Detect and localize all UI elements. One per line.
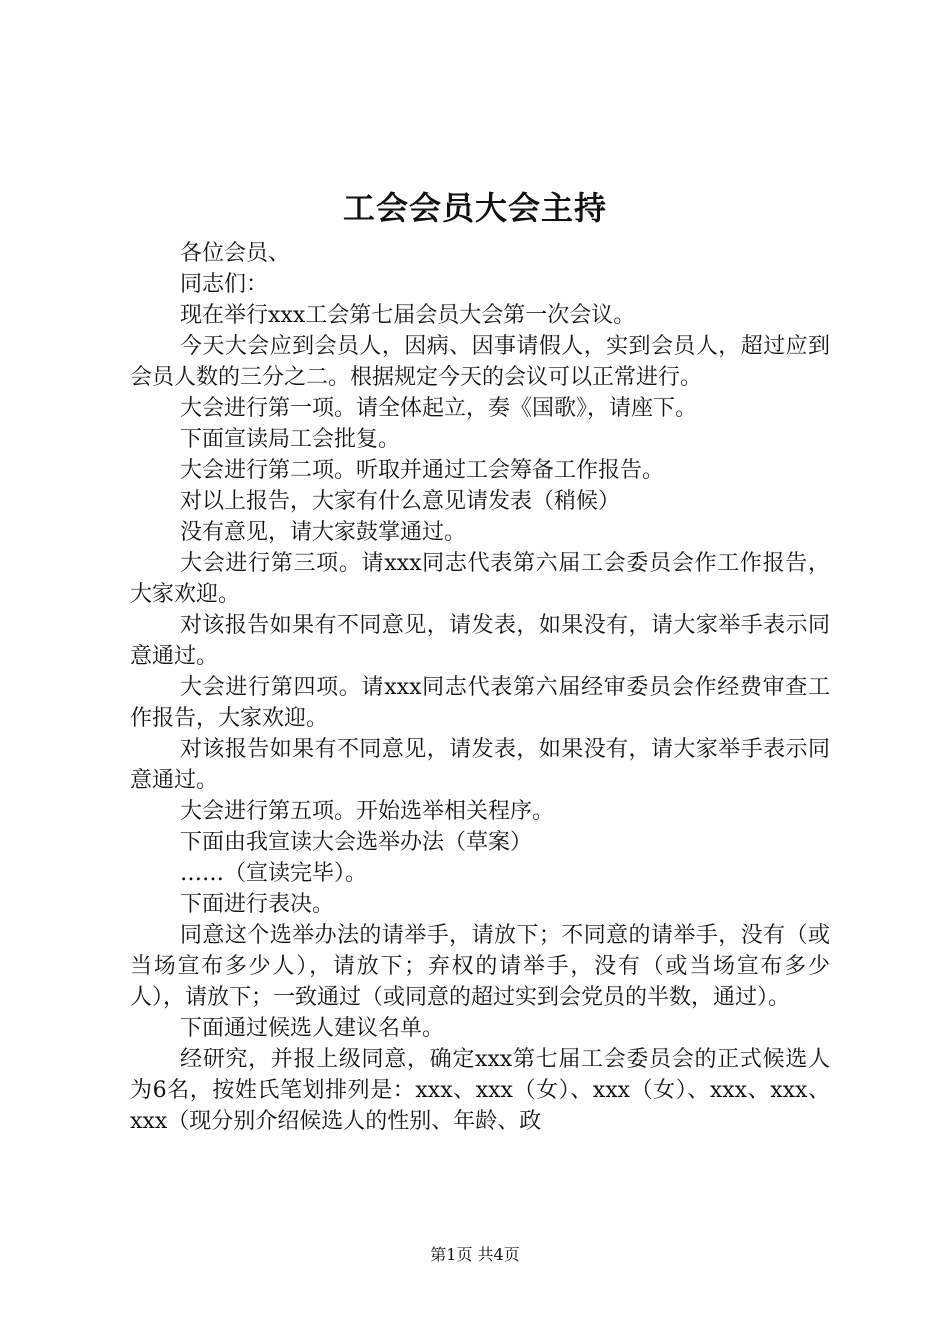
paragraph: 同志们： (180, 272, 269, 297)
paragraph: 下面通过候选人建议名单。 (180, 1016, 445, 1041)
paragraph: 各位会员、 (180, 241, 291, 266)
paragraph: ……（宣读完毕）。 (180, 861, 368, 886)
paragraph: 下面由我宣读大会选举办法（草案） (180, 830, 533, 855)
document-title: 工会会员大会主持 (342, 189, 607, 227)
paragraph: 大会进行第一项。请全体起立，奏《国歌》，请座下。 (180, 396, 698, 421)
paragraph: 同意这个选举办法的请举手，请放下；不同意的请举手，没有（或当场宣布多少人），请放下；弃权的请举手，没有（或当场宣布多少人），请放下；一致通过（或同意的超过实到会党员的半数，通过）。 (130, 923, 830, 1010)
paragraph: 大会进行第二项。听取并通过工会筹备工作报告。 (180, 458, 665, 483)
paragraph: 对该报告如果有不同意见，请发表，如果没有，请大家举手表示同意通过。 (130, 737, 830, 793)
paragraph: 下面进行表决。 (180, 892, 335, 917)
paragraph: 现在举行xxx工会第七届会员大会第一次会议。 (180, 303, 636, 328)
paragraph: 对以上报告，大家有什么意见请发表（稍候） (180, 489, 621, 514)
paragraph: 大会进行第三项。请xxx同志代表第六届工会委员会作工作报告，大家欢迎。 (130, 551, 830, 607)
document-body (130, 238, 830, 1137)
paragraph: 大会进行第五项。开始选举相关程序。 (180, 799, 555, 824)
paragraph: 经研究，并报上级同意，确定xxx第七届工会委员会的正式候选人为6名，按姓氏笔划排列是：xxx、xxx（女）、xxx（女）、xxx、xxx、xxx（现分别介绍候选人的性别、年龄、政 (130, 1047, 830, 1134)
paragraph: 没有意见，请大家鼓掌通过。 (180, 520, 467, 545)
paragraph: 下面宣读局工会批复。 (180, 427, 401, 452)
paragraph: 对该报告如果有不同意见，请发表，如果没有，请大家举手表示同意通过。 (130, 613, 830, 669)
paragraph: 今天大会应到会员人，因病、因事请假人，实到会员人，超过应到会员人数的三分之二。根据规定今天的会议可以正常进行。 (130, 334, 830, 390)
paragraph: 大会进行第四项。请xxx同志代表第六届经审委员会作经费审查工作报告，大家欢迎。 (130, 675, 830, 731)
page-footer: 第1页 共4页 (430, 1245, 520, 1264)
